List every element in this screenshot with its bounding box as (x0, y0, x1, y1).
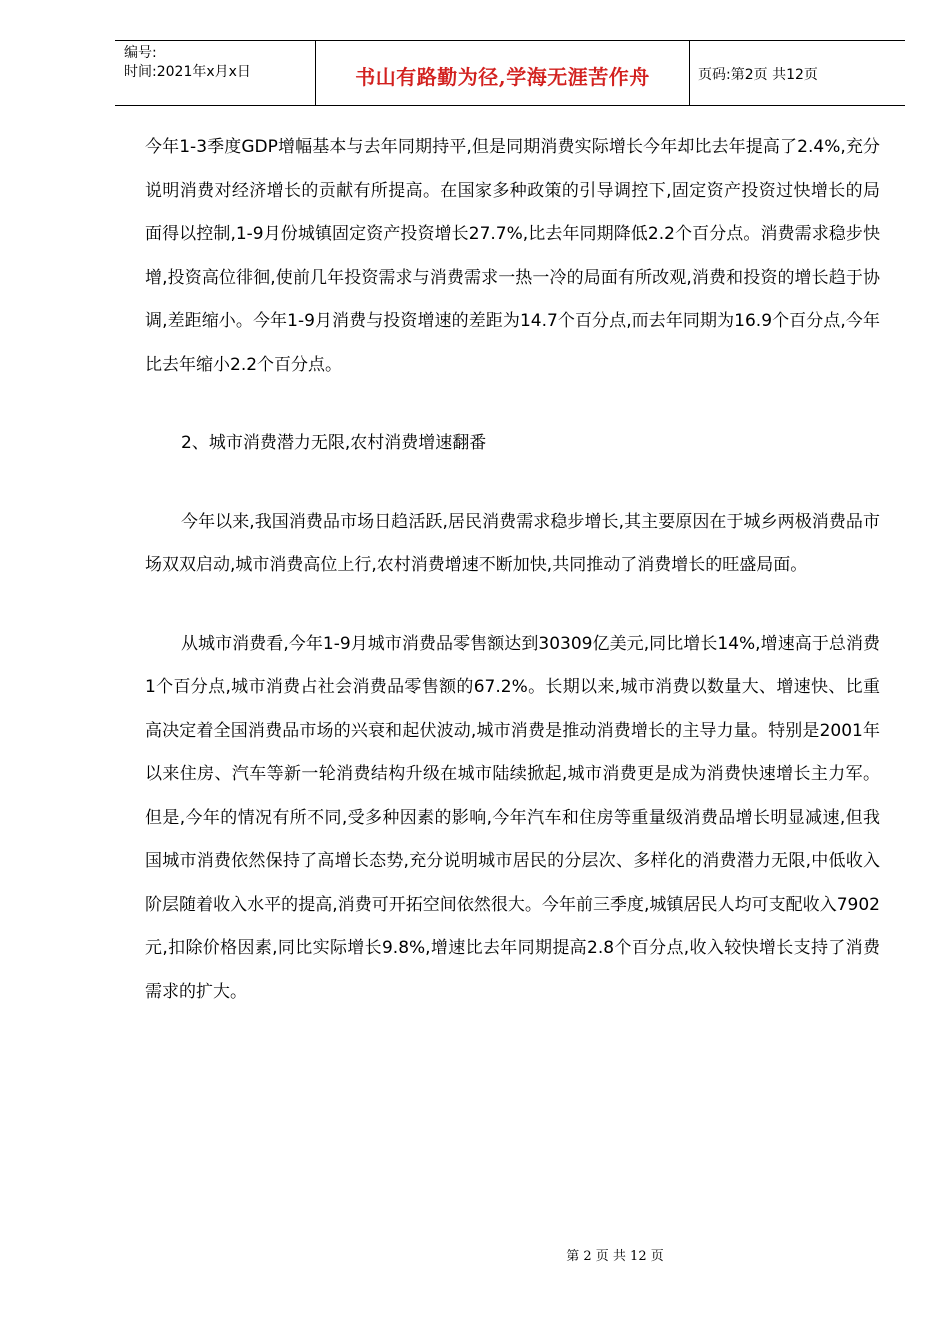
document-number-label: 编号: (124, 45, 157, 61)
document-date: 时间:2021年x月x日 (124, 64, 251, 80)
section-heading: 2、城市消费潜力无限,农村消费增速翻番 (181, 433, 487, 453)
header-meta (115, 41, 316, 105)
document-header (115, 40, 905, 106)
paragraph-urban-consumption: 从城市消费看,今年1-9月城市消费品零售额达到30309亿美元,同比增长14%,增速高于总消费1个百分点,城市消费占社会消费品零售额的67.2%。长期以来,城市消费以数量大、增速快、比重高决定着全国消费品市场的兴衰和起伏波动,城市消费是推动消费增长的主导力量。特别是2001年以来住房、汽车等新一轮消费结构升级在城市陆续掀起,城市消费更是成为消费快速增长主力军。但是,今年的情况有所不同,受多种因素的影响,今年汽车和住房等重量级消费品增长明显减速,但我国城市消费依然保持了高增长态势,充分说明城市居民的分层次、多样化的消费潜力无限,中低收入阶层随着收入水平的提高,消费可开拓空间依然很大。今年前三季度,城镇居民人均可支配收入7902元,扣除价格因素,同比实际增长9.8%,增速比去年同期提高2.8个百分点,收入较快增长支持了消费需求的扩大。 (145, 633, 880, 1002)
document-body (145, 126, 880, 1014)
header-page-info: 页码:第2页 共12页 (698, 67, 818, 83)
paragraph-gdp-consumption: 今年1-3季度GDP增幅基本与去年同期持平,但是同期消费实际增长今年却比去年提高了2.4%,充分说明消费对经济增长的贡献有所提高。在国家多种政策的引导调控下,固定资产投资过快增长的局面得以控制,1-9月份城镇固定资产投资增长27.7%,比去年同期降低2.2个百分点。消费需求稳步快增,投资高位徘徊,使前几年投资需求与消费需求一热一冷的局面有所改观,消费和投资的增长趋于协调,差距缩小。今年1-9月消费与投资增速的差距为14.7个百分点,而去年同期为16.9个百分点,今年比去年缩小2.2个百分点。 (145, 137, 880, 375)
paragraph-market-overview: 今年以来,我国消费品市场日趋活跃,居民消费需求稳步增长,其主要原因在于城乡两极消费品市场双双启动,城市消费高位上行,农村消费增速不断加快,共同推动了消费增长的旺盛局面。 (145, 511, 880, 575)
header-motto: 书山有路勤为径,学海无涯苦作舟 (316, 41, 690, 105)
page-footer: 第 2 页 共 12 页 (566, 1249, 664, 1264)
